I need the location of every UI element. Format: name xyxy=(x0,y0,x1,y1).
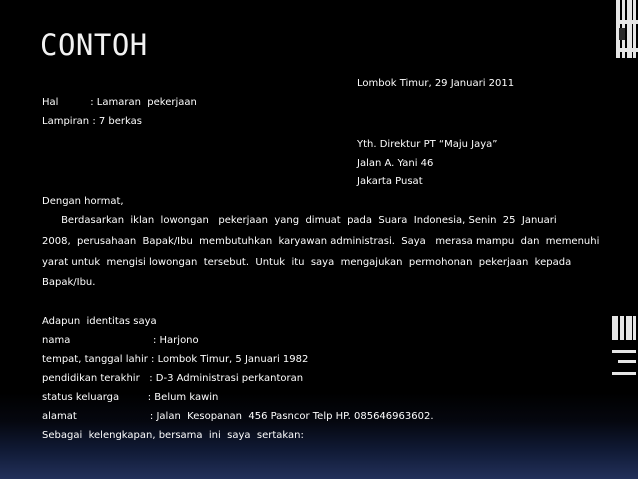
body-line: 2008, perusahaan Bapak/Ibu membutuhkan karyawan administrasi. Saya merasa mampu dan memenuhi xyxy=(42,236,600,247)
identity-line: nama : Harjono xyxy=(42,335,199,346)
identity-line: alamat : Jalan Kesopanan 456 Pasncor Telp HP. 085646963602. xyxy=(42,411,434,422)
letter-greeting: Dengan hormat, xyxy=(42,196,124,207)
letter-subject: Hal : Lamaran pekerjaan xyxy=(42,97,197,108)
body-line: yarat untuk mengisi lowongan tersebut. Untuk itu saya mengajukan permohonan pekerjaan kepada xyxy=(42,257,572,268)
body-line: Berdasarkan iklan lowongan pekerjaan yang dimuat pada Suara Indonesia, Senin 25 Januari xyxy=(42,215,557,226)
body-line: Bapak/Ibu. xyxy=(42,277,96,288)
slide-title: CONTOH xyxy=(40,28,148,62)
identity-line: tempat, tanggal lahir : Lombok Timur, 5 Januari 1982 xyxy=(42,354,309,365)
letter-closing: Sebagai kelengkapan, bersama ini saya sertakan: xyxy=(42,430,304,441)
recipient-line: Yth. Direktur PT “Maju Jaya” xyxy=(357,139,498,150)
recipient-line: Jalan A. Yani 46 xyxy=(357,158,434,169)
recipient-line: Jakarta Pusat xyxy=(357,176,423,187)
identity-line: status keluarga : Belum kawin xyxy=(42,392,219,403)
identity-intro: Adapun identitas saya xyxy=(42,316,157,327)
letter-place-date: Lombok Timur, 29 Januari 2011 xyxy=(357,78,515,89)
letter-attachment: Lampiran : 7 berkas xyxy=(42,116,142,127)
identity-line: pendidikan terakhir : D-3 Administrasi perkantoran xyxy=(42,373,304,384)
